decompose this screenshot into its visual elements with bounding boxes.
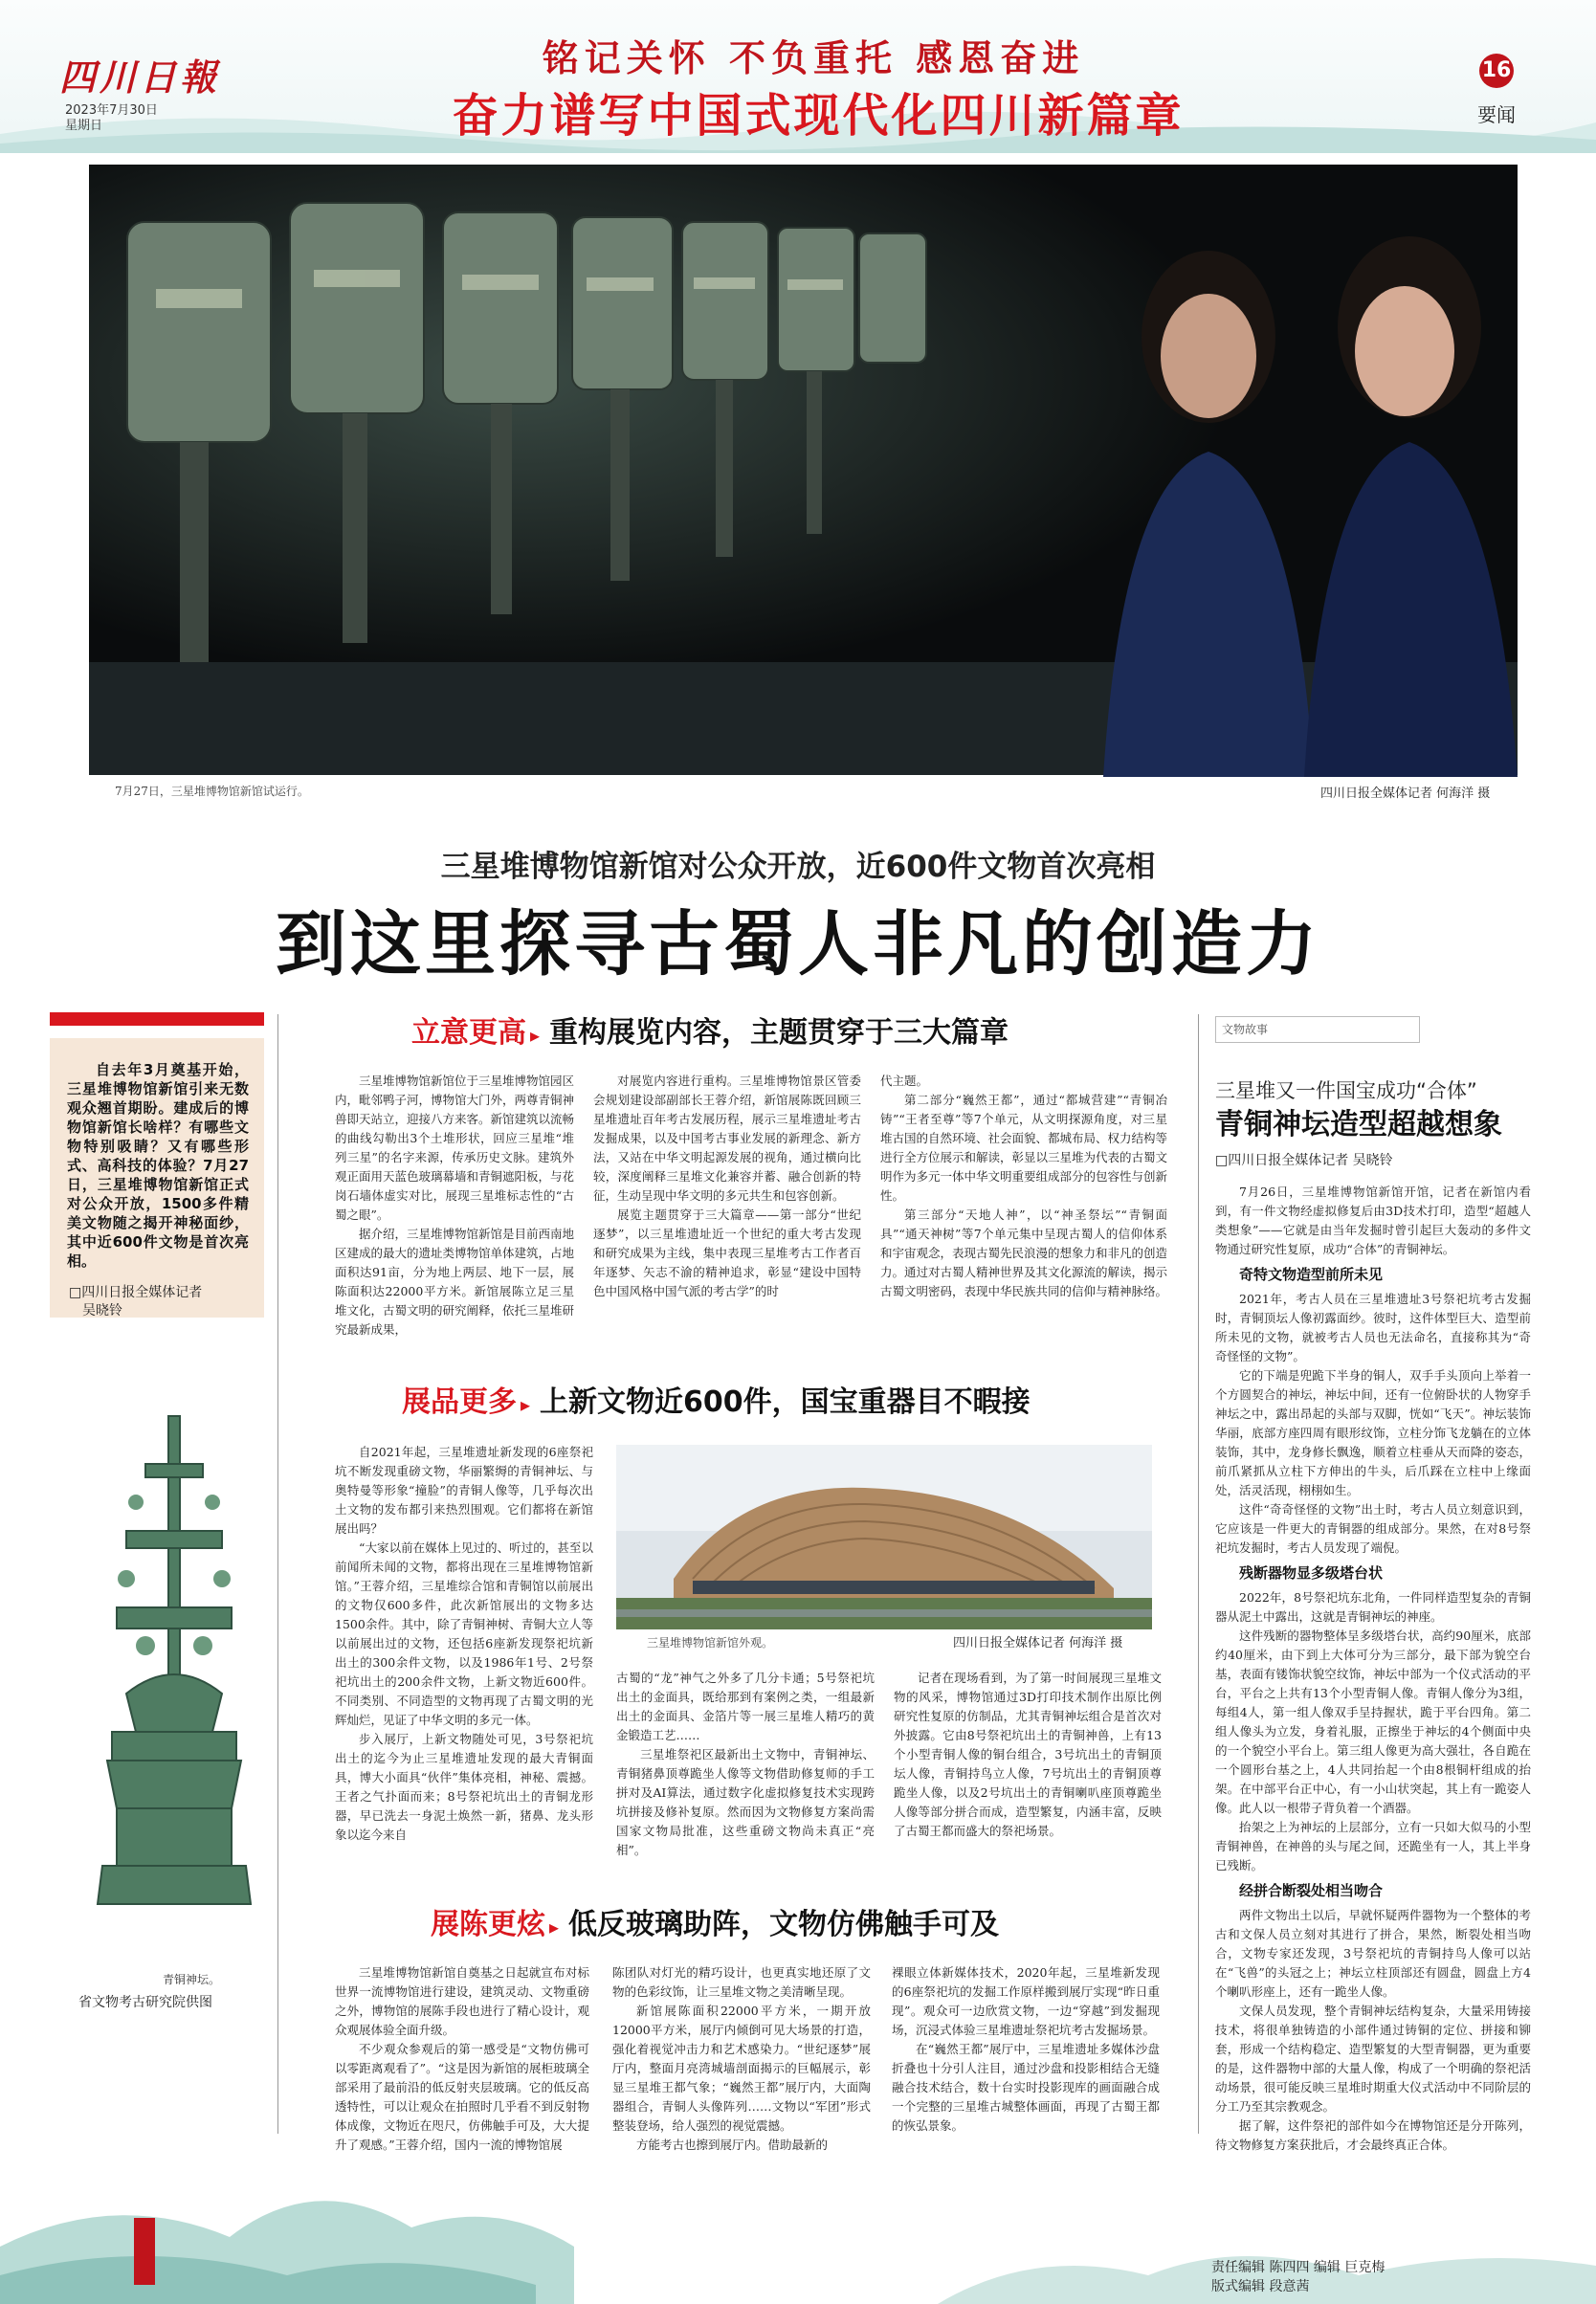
photo-credit: 四川日报全媒体记者 何海洋 摄 bbox=[1320, 786, 1491, 801]
s1-column-1 bbox=[335, 1072, 575, 1337]
photo-caption: 7月27日，三星堆博物馆新馆试运行。 bbox=[115, 785, 309, 798]
intro-text: 自去年3月奠基开始，三星堆博物馆新馆引来无数观众翘首期盼。建成后的博物馆新馆长啥样？有哪些文物特别吸睛？又有哪些形式、高科技的体验？7月27日，三星堆博物馆新馆正式对公众开放，1500多件精美文物随之揭开神秘面纱，其中近600件文物是首次亮相。 bbox=[67, 1061, 249, 1270]
sidebar-subhead: 奇特文物造型前所未见 bbox=[1239, 1266, 1384, 1283]
credits-line-1: 责任编辑 陈四四 编辑 巨克梅 bbox=[1211, 2260, 1385, 2275]
sidebar-subtitle: 三星堆又一件国宝成功“合体” bbox=[1215, 1079, 1477, 1102]
building-caption: 三星堆博物馆新馆外观。 bbox=[647, 1636, 774, 1650]
headline-title: 到这里探寻古蜀人非凡的创造力 bbox=[276, 903, 1320, 986]
paragraph: 据介绍，三星堆博物馆新馆是目前西南地区建成的最大的遗址类博物馆单体建筑，占地面积达91亩，分为地上两层、地下一层，展陈面积达22000平方米。新馆展陈立足三星堆文化，古蜀文明的研究阐释，依托三星堆研究最新成果， bbox=[335, 1227, 575, 1337]
slogan-main: 奋力谱写中国式现代化四川新篇章 bbox=[452, 89, 1185, 143]
bronze-altar-photo bbox=[88, 1407, 260, 2000]
section-tag: 展品更多 bbox=[402, 1385, 517, 1419]
byline-line-1: □四川日报全媒体记者 bbox=[69, 1285, 203, 1300]
arrow-right-icon: ▸ bbox=[521, 1393, 531, 1416]
arrow-right-icon: ▸ bbox=[549, 1916, 560, 1938]
bronze-masks-photo-illustration bbox=[89, 165, 1518, 775]
editor-credits bbox=[1211, 2258, 1385, 2296]
section-tag: 立意更高 bbox=[411, 1016, 526, 1050]
sidebar-subhead: 残断器物显多级塔台状 bbox=[1239, 1564, 1384, 1582]
paragraph: 代主题。 bbox=[880, 1074, 929, 1088]
paragraph: 自2021年起，三星堆遗址新发现的6座祭祀坑不断发现重磅文物，华丽繁缛的青铜神坛、与奥特曼等形象“撞脸”的青铜人像等，几乎每次出土文物的发布都引来热烈围观。它们都将在新馆展出吗？ bbox=[335, 1445, 593, 1536]
sidebar-title: 青铜神坛造型超越想象 bbox=[1215, 1108, 1502, 1141]
paragraph: 这件“奇奇怪怪的文物”出土时，考古人员立刻意识到，它应该是一件更大的青铜器的组成部分。果然，在对8号祭祀坑发掘时，考古人员发现了端倪。 bbox=[1215, 1502, 1531, 1555]
paragraph: 2022年，8号祭祀坑东北角，一件同样造型复杂的青铜器从泥土中露出，这就是青铜神坛的神座。 bbox=[1215, 1590, 1531, 1624]
s2-column-3 bbox=[894, 1669, 1162, 1870]
section-heading: 上新文物近600件，国宝重器目不暇接 bbox=[540, 1385, 1031, 1419]
section-head-1 bbox=[411, 1008, 1009, 1051]
headline-subtitle: 三星堆博物馆新馆对公众开放，近600件文物首次亮相 bbox=[440, 850, 1156, 884]
paragraph: 这件残断的器物整体呈多级塔台状，高约90厘米，底部约40厘米，由下到上大体可分为三部分，最下部为貌空台基，表面有镂饰状貌空纹饰，神坛中部为一个仪式活动的平台，平台之上共有13个小型青铜人像。青铜人像分为3组，每组4人，第一组人像双手呈持握状，跪于平台四角。第二组人像头为立发，身着礼服，正擦坐于神坛的4个侧面中央的一个貌空小平台上。第三组人像更为高大强壮，各自跪在一个圆形台基之上，4人共同抬起一个由8根铜杆组成的抬架。在中部平台正中心，有一小山状突起，其上有一跪姿人像。此人以一根带子背负着一个酒器。 bbox=[1215, 1628, 1531, 1815]
paragraph: 展览主题贯穿于三大篇章——第一部分“世纪逐梦”，以三星堆遗址近一个世纪的重大考古发现和研究成果为主线，集中表现三星堆考古工作者百年逐梦、矢志不渝的精神追求，彰显“建设中国特色中国风格中国气派的考古学”的时 bbox=[593, 1207, 861, 1298]
paragraph: 三星堆祭祀区最新出土文物中，青铜神坛、青铜猪鼻顶尊跪坐人像等文物借助修复师的手工拼对及AI算法，通过数字化虚拟修复技术实现跨坑拼接及修补复原。然而因为文物修复方案尚需国家文物局批准，这些重磅文物尚未真正“亮相”。 bbox=[616, 1747, 875, 1857]
paragraph: 方能考古也擦到展厅内。借助最新的 bbox=[636, 2138, 829, 2152]
building-credit: 四川日报全媒体记者 何海洋 摄 bbox=[953, 1636, 1123, 1650]
paragraph: 古蜀的“龙”神气之外多了几分卡通；5号祭祀坑出土的金面具，既给那到有案例之类，一组最新出土的金面具、金箔片等一展三星堆人精巧的黄金锻造工艺…… bbox=[616, 1671, 875, 1742]
altar-caption: 青铜神坛。 bbox=[163, 1973, 221, 1986]
main-photo bbox=[89, 165, 1518, 775]
section-label: 要闻 bbox=[1477, 103, 1516, 126]
paragraph: 对展览内容进行重构。三星堆博物馆景区管委会规划建设部副部长王蓉介绍，新馆展陈既回顾三星堆遗址百年考古发展历程，展示三星堆遗址考古发掘成果，以及中国考古事业发展的新理念、新方法，又站在中华文明起源发展的视角，通过横向比较，深度阐释三星堆文化兼容并蓄、融合创新的特征，生动呈现中华文明的多元共生和包容创新。 bbox=[593, 1074, 861, 1203]
paragraph: 陈团队对灯光的精巧设计，也更真实地还原了文物的色彩纹饰，让三星堆文物之美清晰呈现。 bbox=[612, 1965, 871, 1999]
s1-column-2 bbox=[593, 1072, 861, 1363]
sidebar-subhead: 经拼合断裂处相当吻合 bbox=[1239, 1882, 1384, 1899]
paragraph: 新馆展陈面积22000平方米，一期开放12000平方米，展厅内倾倒可见大场景的打造，强化着视觉冲击力和艺术感染力。“世纪逐梦”展厅内，整面月亮湾城墙剖面揭示的巨幅展示，彰显三星堆王都气象；“巍然王都”展厅内，大面陶器组合，青铜人头像阵列……文物以“军团”形式整装登场，给人强烈的视觉震撼。 bbox=[612, 2004, 871, 2133]
paragraph: 步入展厅，上新文物随处可见，3号祭祀坑出土的迄今为止三星堆遗址发现的最大青铜面具，博大小面具“伙伴”集体亮相，神秘、震撼。王者之气扑面而来；8号祭祀坑出土的青铜龙形器，早已洗去一身泥土焕然一新，猪鼻、龙头形象以迄今来自 bbox=[335, 1732, 593, 1842]
intro-red-bar bbox=[50, 1012, 264, 1026]
s1-column-3 bbox=[880, 1072, 1167, 1363]
column-divider bbox=[1198, 1014, 1199, 2134]
paragraph: 在“巍然王都”展厅中，三星堆遗址多媒体沙盘折叠也十分引人注目，通过沙盘和投影相结合无缝融合技术结合，数十台实时投影现库的画面融合成一个完整的三星堆古城整体画面，再现了古蜀王都的恢弘景象。 bbox=[892, 2042, 1160, 2133]
paragraph: 不少观众参观后的第一感受是“文物仿佛可以零距离观看了”。“这是因为新馆的展柜玻璃全部采用了最前沿的低反射夹层玻璃。它的低反高透特性，可以让观众在拍照时几乎看不到反射物体成像，文物近在咫尺，仿佛触手可及，大大提升了观感。”王蓉介绍，国内一流的博物馆展 bbox=[335, 2042, 589, 2152]
page-number-badge: 16 bbox=[1479, 54, 1514, 88]
sidebar-byline: □四川日报全媒体记者 吴晓铃 bbox=[1215, 1153, 1393, 1168]
byline-line-2: 吴晓铃 bbox=[82, 1303, 122, 1318]
section-head-2 bbox=[402, 1378, 1031, 1420]
s2-column-2 bbox=[616, 1669, 875, 1870]
section-head-3 bbox=[431, 1900, 999, 1942]
arrow-right-icon: ▸ bbox=[530, 1024, 541, 1047]
sidebar-tag: 文物故事 bbox=[1215, 1016, 1420, 1043]
paragraph: 记者在现场看到，为了第一时间展现三星堆文物的风采，博物馆通过3D打印技术制作出原比例研究性复原的仿制品，尤其青铜神坛组合是首次对外披露。它由8号祭祀坑出土的青铜神兽，上有13个小型青铜人像的铜台组合，3号坑出土的青铜顶坛人像，青铜持鸟立人像，7号坑出土的青铜顶尊跪坐人像，以及2号坑出土的青铜喇叭座顶尊跪坐人像等部分拼合而成，造型繁复，内涵丰富，反映了古蜀王都而盛大的祭祀场景。 bbox=[894, 1671, 1162, 1838]
paragraph: 文保人员发现，整个青铜神坛结构复杂，大量采用铸接技术，将很单独铸造的小部件通过铸铜的定位、拼接和铆套，形成一个结构稳定、造型繁复的大型青铜器，更为重要的是，这件器物中部的大量人像，构成了一个明确的祭祀活动场景，很可能反映三星堆时期重大仪式活动中不同阶层的分工乃至其宗教观念。 bbox=[1215, 2004, 1531, 2114]
museum-building-illustration bbox=[616, 1445, 1152, 1629]
paragraph: 7月26日，三星堆博物馆新馆开馆，记者在新馆内看到，有一件文物经虚拟修复后由3D技术打印，造型“超越人类想象”——它就是由当年发掘时曾引起巨大轰动的多件文物通过研究性复原，成功“合体”的青铜神坛。 bbox=[1215, 1185, 1531, 1256]
intro-byline bbox=[69, 1284, 241, 1320]
paragraph: 2021年，考古人员在三星堆遗址3号祭祀坑考古发掘时，青铜顶坛人像初露面纱。彼时，这件体型巨大、造型前所未见的文物，就被考古人员也无法命名，直接称其为“奇奇怪怪的文物”。 bbox=[1215, 1292, 1531, 1363]
weekday-text: 星期日 bbox=[65, 119, 103, 133]
date-text: 2023年7月30日 bbox=[65, 103, 158, 118]
building-photo bbox=[616, 1445, 1152, 1629]
paragraph: 据了解，这件祭祀的部件如今在博物馆还是分开陈列，待文物修复方案获批后，才会最终真正合体。 bbox=[1215, 2118, 1531, 2152]
paragraph: 裸眼立体新媒体技术，2020年起，三星堆新发现的6座祭祀坑的发掘工作原样搬到展厅实现“昨日重现”。观众可一边欣赏文物，一边“穿越”到发掘现场，沉浸式体验三星堆遗址祭祀坑考古发掘场景。 bbox=[892, 1965, 1160, 2037]
newspaper-logo: 四川日報 bbox=[59, 55, 221, 99]
slogan-top: 铭记关怀 不负重托 感恩奋进 bbox=[542, 36, 1085, 79]
paragraph: 第三部分“天地人神”，以“神圣祭坛”“青铜面具”“通天神树”等7个单元集中呈现古蜀人的信仰体系和宇宙观念，表现古蜀先民浪漫的想象力和非凡的创造力。通过对古蜀人精神世界及其文化源流的解读，揭示古蜀文明密码，表现中华民族共同的信仰与精神脉络。 bbox=[880, 1207, 1168, 1298]
section-heading: 低反玻璃助阵，文物仿佛触手可及 bbox=[568, 1908, 1000, 1941]
section-tag: 展陈更炫 bbox=[431, 1908, 545, 1941]
sidebar-article bbox=[1215, 1183, 1531, 2245]
s2-column-1 bbox=[335, 1443, 593, 1869]
paragraph: 三星堆博物馆新馆位于三星堆博物馆园区内，毗邻鸭子河，博物馆大门外，两尊青铜神兽即天站立，迎接八方来客。新馆建筑以流畅的曲线勾勒出3个土堆形状，回应三星堆“堆列三星”的名字来源，传承历史文脉。建筑外观正面用天蓝色玻璃幕墙和青铜遮阳板，与花岗石墙体虚实对比，展现三星堆标志性的“古蜀之眼”。 bbox=[335, 1074, 575, 1222]
paragraph: 两件文物出土以后，早就怀疑两件器物为一个整体的考古和文保人员立刻对其进行了拼合，果然，断裂处相当吻合，文物专家还发现，3号祭祀坑的青铜持鸟人像可以站在“飞兽”的头冠之上；神坛立柱顶部还有圆盘，圆盘上方4个喇叭形座上，还有一跪坐人像。 bbox=[1215, 1908, 1531, 1999]
paragraph: 第二部分“巍然王都”，通过“都城营建”“青铜冶铸”“王者至尊”等7个单元，从文明探源角度，对三星堆古国的自然环境、社会面貌、都城布局、权力结构等进行全方位展示和解读，彰显以三星堆为代表的古蜀文明作为多元一体中华文明重要组成部分的包容性与创新性。 bbox=[880, 1093, 1168, 1203]
paragraph: 抬架之上为神坛的上层部分，立有一只如大似马的小型青铜神兽，在神兽的头与尾之间，还跪坐有一人，其上半身已残断。 bbox=[1215, 1820, 1531, 1872]
column-divider bbox=[277, 1014, 278, 2134]
credits-line-2: 版式编辑 段意茜 bbox=[1211, 2279, 1310, 2294]
section-heading: 重构展览内容，主题贯穿于三大篇章 bbox=[549, 1016, 1009, 1050]
altar-credit: 省文物考古研究院供图 bbox=[78, 1995, 212, 2010]
issue-date bbox=[65, 103, 158, 134]
paragraph: 它的下端是兜跪下半身的铜人，双手手头顶向上举着一个方圆契合的神坛，神坛中间，还有一位俯卧状的人物穿手神坛之中，露出昂起的头部与双脚，恍如“飞天”。神坛装饰华丽，底部方座四周有眼形纹饰，立柱分饰飞龙躺在的立体装饰，其中，龙身修长飘逸，顺着立柱垂从天而降的姿态，前爪紧抓从立柱下方伸出的牛头，后爪踩在立柱中上缘面处，活灵活现，栩栩如生。 bbox=[1215, 1368, 1531, 1497]
paragraph: “大家以前在媒体上见过的、听过的，甚至以前闻所未闻的文物，都将出现在三星堆博物馆新馆。”王蓉介绍，三星堆综合馆和青铜馆以前展出的文物仅600多件，此次新馆展出的文物多达1500余件。其中，除了青铜神树、青铜大立人等以前展出过的文物，还包括6座新发现祭祀坑新出土的300余件文物，以及1986年1号、2号祭祀坑出土的200余件文物，上新文物近600件。不同类别、不同造型的文物再现了古蜀文明的光辉灿烂，见证了中华文明的多元一体。 bbox=[335, 1540, 593, 1727]
paragraph: 三星堆博物馆新馆自奠基之日起就宣布对标世界一流博物馆进行建设，建筑灵动、文物重磅之外，博物馆的展陈手段也进行了精心设计，观众观展体验全面升级。 bbox=[335, 1965, 589, 2037]
